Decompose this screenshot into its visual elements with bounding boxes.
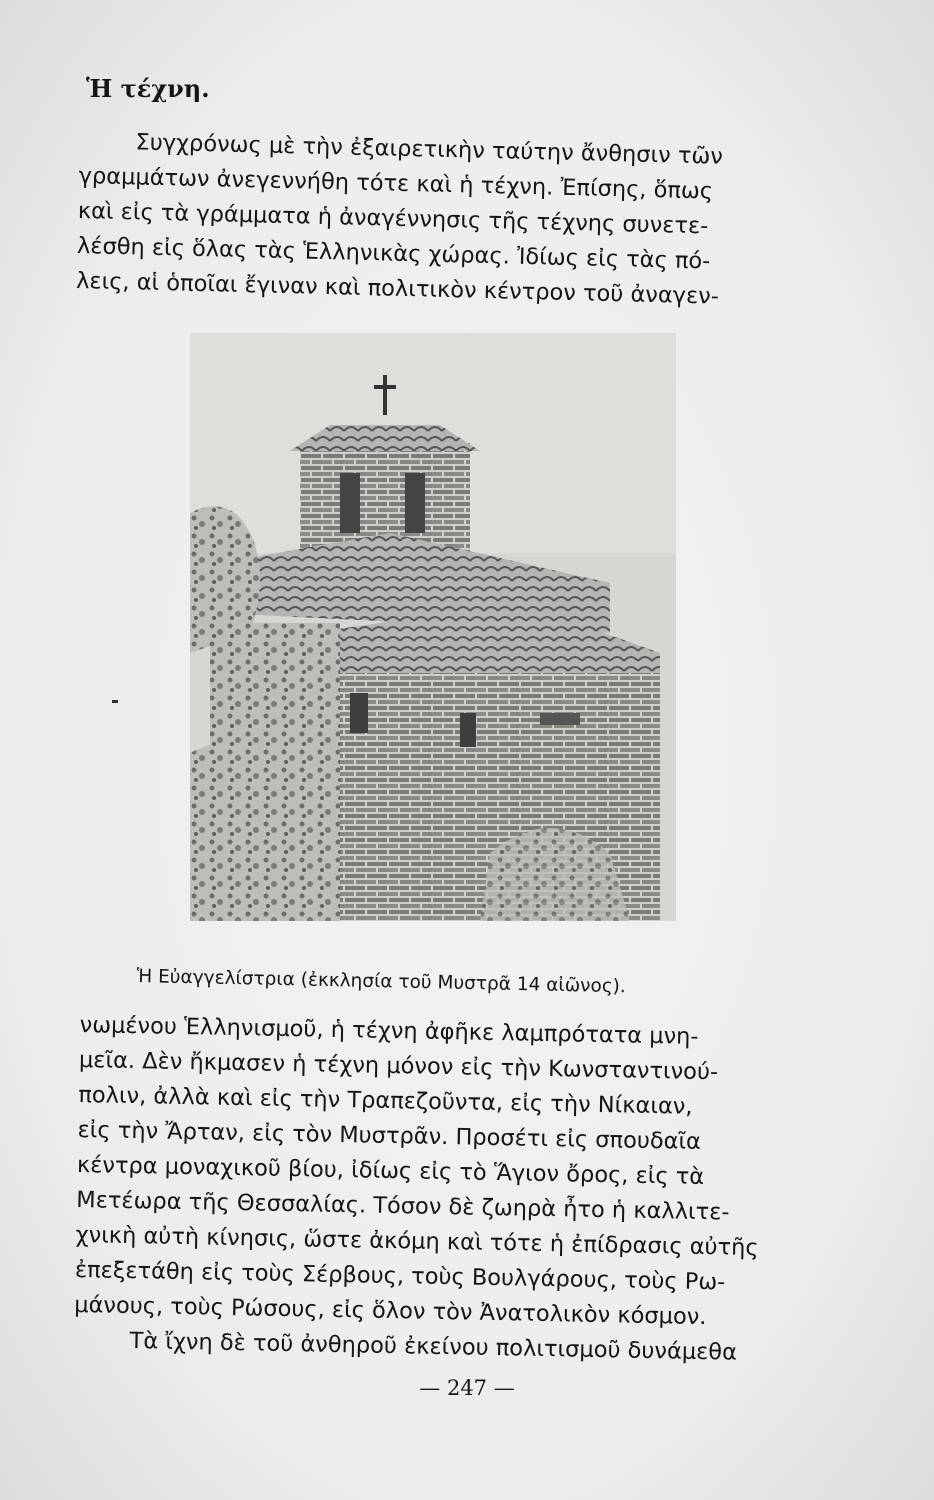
text-line: καὶ εἰς τὰ γράμματα ἡ ἀναγέννησις τῆς τέχνης συνετε- bbox=[77, 197, 709, 240]
text-line: ἐπεξετάθη εἰς τοὺς Σέρβους, τοὺς Βουλγάρους, τοὺς Ρω- bbox=[74, 1256, 726, 1296]
text-line: Μετέωρα τῆς Θεσσαλίας. Τόσον δὲ ζωηρὰ ἦτο ἡ καλλιτε- bbox=[76, 1186, 730, 1226]
text-line: γραμμάτων ἀνεγεννήθη τότε καὶ ἡ τέχνη. Ἐπίσης, ὅπως bbox=[78, 162, 714, 205]
text-line: Συγχρόνως μὲ τὴν ἐξαιρετικὴν ταύτην ἄνθησιν τῶν bbox=[135, 129, 724, 170]
text-line: λέσθη εἰς ὅλας τὰς Ἑλληνικὰς χώρας. Ἰδίως εἰς τὰς πό- bbox=[76, 232, 711, 275]
text-line: χνικὴ αὐτὴ κίνησις, ὥστε ἀκόμη καὶ τότε ἡ ἐπίδρασις αὐτῆς bbox=[75, 1221, 759, 1262]
church-photograph bbox=[190, 333, 676, 921]
figure-caption: Ἡ Εὐαγγελίστρια (ἐκκλησία τοῦ Μυστρᾶ 14 αἰῶνος). bbox=[136, 966, 626, 998]
text-line: μάνους, τοὺς Ρώσους, εἰς ὅλον τὸν Ἀνατολικὸν κόσμον. bbox=[74, 1291, 707, 1331]
paragraph-intro bbox=[76, 124, 830, 317]
section-heading: Ἡ τέχνη. bbox=[86, 74, 210, 103]
text-line: Τὰ ἴχνη δὲ τοῦ ἀνθηροῦ ἐκείνου πολιτισμοῦ δυνάμεθα bbox=[129, 1328, 738, 1366]
page-number: — 247 — bbox=[419, 1376, 515, 1400]
text-line: λεις, αἱ ὁποῖαι ἔγιναν καὶ πολιτικὸν κέντρον τοῦ ἀναγεν- bbox=[75, 267, 720, 310]
text-line: πολιν, ἀλλὰ καὶ εἰς τὴν Τραπεζοῦντα, εἰς τὴν Νίκαιαν, bbox=[78, 1081, 693, 1120]
church-illustration bbox=[190, 333, 676, 921]
text-line: νωμένου Ἑλληνισμοῦ, ἡ τέχνη ἀφῆκε λαμπρότατα μνη- bbox=[79, 1011, 699, 1050]
text-line: εἰς τὴν Ἄρταν, εἰς τὸν Μυστρᾶν. Προσέτι εἰς σπουδαῖα bbox=[77, 1116, 702, 1155]
text-line: κέντρα μοναχικοῦ βίου, ἰδίως εἰς τὸ Ἅγιον ὄρος, εἰς τὰ bbox=[76, 1151, 705, 1191]
text-line: μεῖα. Δὲν ἤκμασεν ἡ τέχνη μόνον εἰς τὴν Κωνσταντινού- bbox=[78, 1046, 719, 1086]
margin-mark bbox=[112, 700, 118, 703]
paragraph-continuation bbox=[73, 1008, 830, 1372]
